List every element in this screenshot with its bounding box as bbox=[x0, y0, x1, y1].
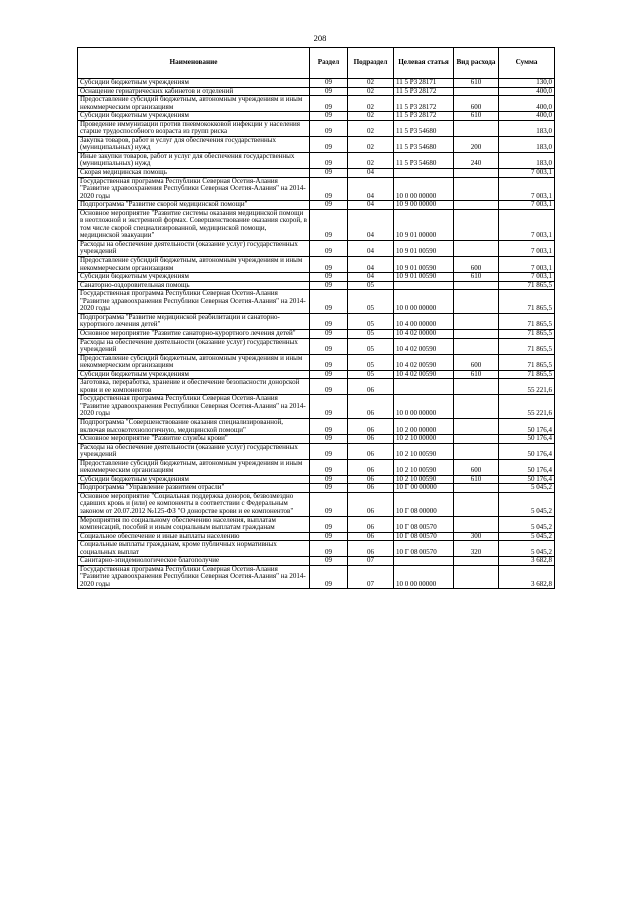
page-number: 208 bbox=[313, 33, 327, 43]
cell-vid bbox=[454, 120, 499, 136]
table-row bbox=[78, 379, 555, 395]
cell-summa: 7 003,1 bbox=[499, 169, 555, 178]
table-row bbox=[78, 532, 555, 541]
table-row bbox=[78, 395, 555, 419]
cell-statya: 10 9 01 00000 bbox=[394, 209, 454, 240]
cell-name: Социальное обеспечение и иные выплаты населению bbox=[78, 532, 310, 541]
cell-vid: 600 bbox=[454, 354, 499, 370]
cell-vid bbox=[454, 329, 499, 338]
cell-statya: 10 4 02 00000 bbox=[394, 329, 454, 338]
cell-statya: 11 5 Р3 54680 bbox=[394, 120, 454, 136]
cell-name: Подпрограмма "Развитие скорой медицинской помощи" bbox=[78, 201, 310, 210]
cell-summa: 71 865,5 bbox=[499, 313, 555, 329]
cell-podrazdel: 06 bbox=[348, 475, 394, 484]
cell-razdel: 09 bbox=[310, 112, 348, 121]
cell-name: Социальные выплаты гражданам, кроме публичных нормативных социальных выплат bbox=[78, 541, 310, 557]
cell-podrazdel: 04 bbox=[348, 240, 394, 256]
cell-name: Основное мероприятие "Развитие санаторно-курортного лечения детей" bbox=[78, 329, 310, 338]
cell-name: Расходы на обеспечение деятельности (оказание услуг) государственных учреждений bbox=[78, 338, 310, 354]
table-row bbox=[78, 475, 555, 484]
cell-razdel: 09 bbox=[310, 79, 348, 88]
cell-podrazdel: 06 bbox=[348, 541, 394, 557]
header-podrazdel: Подраздел bbox=[348, 48, 394, 79]
cell-podrazdel: 02 bbox=[348, 79, 394, 88]
cell-razdel: 09 bbox=[310, 120, 348, 136]
cell-vid bbox=[454, 484, 499, 493]
cell-summa: 71 865,5 bbox=[499, 354, 555, 370]
cell-name: Скорая медицинская помощь bbox=[78, 169, 310, 178]
cell-vid bbox=[454, 313, 499, 329]
cell-summa: 400,0 bbox=[499, 96, 555, 112]
table-row bbox=[78, 541, 555, 557]
cell-podrazdel: 02 bbox=[348, 87, 394, 96]
cell-name: Предоставление субсидий бюджетным, автономным учреждениям и иным некоммерческим организациям bbox=[78, 459, 310, 475]
cell-summa: 50 176,4 bbox=[499, 443, 555, 459]
cell-razdel: 09 bbox=[310, 435, 348, 444]
cell-vid: 320 bbox=[454, 541, 499, 557]
cell-summa: 183,0 bbox=[499, 152, 555, 168]
cell-razdel: 09 bbox=[310, 492, 348, 516]
cell-name: Закупка товаров, работ и услуг для обеспечения государственных (муниципальных) нужд bbox=[78, 136, 310, 152]
header-statya: Целевая статья bbox=[394, 48, 454, 79]
cell-vid bbox=[454, 492, 499, 516]
cell-statya: 11 5 Р3 28172 bbox=[394, 87, 454, 96]
table-row bbox=[78, 136, 555, 152]
cell-vid bbox=[454, 169, 499, 178]
cell-statya: 10 9 01 00590 bbox=[394, 240, 454, 256]
cell-name: Государственная программа Республики Северная Осетия-Алания "Развитие здравоохранения Республики Северная Осетия-Алания" на 2014-2020 годы bbox=[78, 395, 310, 419]
cell-name: Заготовка, переработка, хранение и обеспечение безопасности донорской крови и ее компонентов bbox=[78, 379, 310, 395]
cell-vid bbox=[454, 379, 499, 395]
cell-razdel: 09 bbox=[310, 379, 348, 395]
cell-name: Предоставление субсидий бюджетным, автономным учреждениям и иным некоммерческим организациям bbox=[78, 257, 310, 273]
cell-name: Расходы на обеспечение деятельности (оказание услуг) государственных учреждений bbox=[78, 240, 310, 256]
cell-name: Государственная программа Республики Северная Осетия-Алания "Развитие здравоохранения Республики Северная Осетия-Алания" на 2014-2020 годы bbox=[78, 290, 310, 314]
cell-razdel: 09 bbox=[310, 169, 348, 178]
cell-name: Мероприятия по социальному обеспечению населения, выплатам компенсаций, пособий и иным социальным выплатам гражданам bbox=[78, 516, 310, 532]
cell-podrazdel: 02 bbox=[348, 152, 394, 168]
table-row bbox=[78, 484, 555, 493]
cell-razdel: 09 bbox=[310, 87, 348, 96]
cell-vid: 240 bbox=[454, 152, 499, 168]
cell-podrazdel: 05 bbox=[348, 281, 394, 290]
cell-razdel: 09 bbox=[310, 354, 348, 370]
cell-name: Расходы на обеспечение деятельности (оказание услуг) государственных учреждений bbox=[78, 443, 310, 459]
cell-statya: 10 4 00 00000 bbox=[394, 313, 454, 329]
cell-vid bbox=[454, 418, 499, 434]
table-row bbox=[78, 177, 555, 201]
cell-podrazdel: 07 bbox=[348, 565, 394, 589]
cell-podrazdel: 06 bbox=[348, 492, 394, 516]
cell-vid bbox=[454, 87, 499, 96]
table-row bbox=[78, 281, 555, 290]
cell-razdel: 09 bbox=[310, 516, 348, 532]
cell-podrazdel: 06 bbox=[348, 484, 394, 493]
cell-name: Основное мероприятие "Социальная поддержка доноров, безвозмездно сдавших кровь и (или) ее компоненты в соответствии с Федеральным законом от 20.07.2012 №125-ФЗ "О донорстве крови и ее компонентов" bbox=[78, 492, 310, 516]
cell-podrazdel: 04 bbox=[348, 201, 394, 210]
cell-summa: 3 682,8 bbox=[499, 557, 555, 566]
table-row bbox=[78, 338, 555, 354]
cell-podrazdel: 06 bbox=[348, 395, 394, 419]
cell-name: Основное мероприятие "Развитие службы крови" bbox=[78, 435, 310, 444]
cell-name: Подпрограмма "Управление развитием отрасли" bbox=[78, 484, 310, 493]
header-summa: Сумма bbox=[499, 48, 555, 79]
cell-podrazdel: 05 bbox=[348, 313, 394, 329]
cell-razdel: 09 bbox=[310, 532, 348, 541]
cell-vid bbox=[454, 338, 499, 354]
cell-vid bbox=[454, 201, 499, 210]
cell-statya: 10 4 02 00590 bbox=[394, 354, 454, 370]
cell-name: Предоставление субсидий бюджетным, автономным учреждениям и иным некоммерческим организациям bbox=[78, 96, 310, 112]
cell-name: Оснащение гериатрических кабинетов и отделений bbox=[78, 87, 310, 96]
cell-podrazdel: 05 bbox=[348, 329, 394, 338]
table-row bbox=[78, 435, 555, 444]
cell-podrazdel: 04 bbox=[348, 177, 394, 201]
cell-statya: 10 0 00 00000 bbox=[394, 177, 454, 201]
table-row bbox=[78, 516, 555, 532]
cell-razdel: 09 bbox=[310, 152, 348, 168]
cell-vid bbox=[454, 557, 499, 566]
cell-razdel: 09 bbox=[310, 136, 348, 152]
table-row bbox=[78, 257, 555, 273]
cell-vid: 600 bbox=[454, 257, 499, 273]
cell-name: Субсидии бюджетным учреждениям bbox=[78, 475, 310, 484]
cell-statya: 11 5 Р3 54680 bbox=[394, 136, 454, 152]
cell-vid bbox=[454, 516, 499, 532]
table-row bbox=[78, 201, 555, 210]
cell-razdel: 09 bbox=[310, 96, 348, 112]
cell-vid bbox=[454, 240, 499, 256]
table-row bbox=[78, 565, 555, 589]
cell-name: Субсидии бюджетным учреждениям bbox=[78, 370, 310, 379]
cell-summa: 5 045,2 bbox=[499, 516, 555, 532]
cell-podrazdel: 06 bbox=[348, 459, 394, 475]
cell-summa: 5 045,2 bbox=[499, 541, 555, 557]
cell-vid: 610 bbox=[454, 370, 499, 379]
cell-razdel: 09 bbox=[310, 201, 348, 210]
cell-statya: 10 0 00 00000 bbox=[394, 565, 454, 589]
cell-statya: 11 5 Р3 54680 bbox=[394, 152, 454, 168]
cell-podrazdel: 06 bbox=[348, 418, 394, 434]
cell-razdel: 09 bbox=[310, 177, 348, 201]
cell-statya: 10 Г 08 00570 bbox=[394, 532, 454, 541]
cell-razdel: 09 bbox=[310, 418, 348, 434]
cell-podrazdel: 05 bbox=[348, 338, 394, 354]
cell-summa: 71 865,5 bbox=[499, 329, 555, 338]
cell-razdel: 09 bbox=[310, 338, 348, 354]
cell-summa: 5 045,2 bbox=[499, 484, 555, 493]
cell-statya bbox=[394, 379, 454, 395]
cell-name: Государственная программа Республики Северная Осетия-Алания "Развитие здравоохранения Республики Северная Осетия-Алания" на 2014-2020 годы bbox=[78, 565, 310, 589]
budget-table bbox=[77, 47, 555, 589]
cell-summa: 7 003,1 bbox=[499, 273, 555, 282]
cell-podrazdel: 04 bbox=[348, 209, 394, 240]
cell-podrazdel: 04 bbox=[348, 273, 394, 282]
cell-podrazdel: 07 bbox=[348, 557, 394, 566]
cell-razdel: 09 bbox=[310, 313, 348, 329]
table-row bbox=[78, 169, 555, 178]
table-row bbox=[78, 240, 555, 256]
cell-name: Проведение иммунизации против пневмококковой инфекции у населения старше трудоспособного возраста из групп риска bbox=[78, 120, 310, 136]
table-row bbox=[78, 152, 555, 168]
cell-statya: 10 4 02 00590 bbox=[394, 370, 454, 379]
cell-summa: 5 045,2 bbox=[499, 492, 555, 516]
table-row bbox=[78, 370, 555, 379]
cell-vid bbox=[454, 290, 499, 314]
cell-summa: 71 865,5 bbox=[499, 370, 555, 379]
cell-razdel: 09 bbox=[310, 541, 348, 557]
cell-name: Подпрограмма "Совершенствование оказания специализированной, включая высокотехнологичную, медицинской помощи" bbox=[78, 418, 310, 434]
cell-summa: 7 003,1 bbox=[499, 257, 555, 273]
cell-razdel: 09 bbox=[310, 557, 348, 566]
table-row bbox=[78, 492, 555, 516]
cell-summa: 7 003,1 bbox=[499, 209, 555, 240]
cell-name: Иные закупки товаров, работ и услуг для обеспечения государственных (муниципальных) нужд bbox=[78, 152, 310, 168]
cell-razdel: 09 bbox=[310, 459, 348, 475]
cell-statya: 10 0 00 00000 bbox=[394, 290, 454, 314]
header-razdel: Раздел bbox=[310, 48, 348, 79]
cell-razdel: 09 bbox=[310, 395, 348, 419]
cell-name: Субсидии бюджетным учреждениям bbox=[78, 112, 310, 121]
cell-summa: 71 865,5 bbox=[499, 338, 555, 354]
table-row bbox=[78, 273, 555, 282]
cell-razdel: 09 bbox=[310, 273, 348, 282]
cell-podrazdel: 06 bbox=[348, 516, 394, 532]
cell-vid: 600 bbox=[454, 96, 499, 112]
cell-vid bbox=[454, 177, 499, 201]
cell-statya: 10 Г 00 00000 bbox=[394, 484, 454, 493]
cell-summa: 71 865,5 bbox=[499, 290, 555, 314]
cell-name: Санитарно-эпидемиологическое благополучие bbox=[78, 557, 310, 566]
table-row bbox=[78, 557, 555, 566]
cell-statya: 10 2 10 00590 bbox=[394, 443, 454, 459]
cell-vid bbox=[454, 443, 499, 459]
cell-vid bbox=[454, 395, 499, 419]
table-row bbox=[78, 79, 555, 88]
cell-summa: 55 221,6 bbox=[499, 395, 555, 419]
cell-vid: 200 bbox=[454, 136, 499, 152]
cell-statya: 10 9 00 00000 bbox=[394, 201, 454, 210]
header-name: Наименование bbox=[78, 48, 310, 79]
cell-statya: 10 Г 08 00570 bbox=[394, 516, 454, 532]
cell-vid: 610 bbox=[454, 112, 499, 121]
cell-vid: 600 bbox=[454, 459, 499, 475]
table-row bbox=[78, 313, 555, 329]
table-row bbox=[78, 120, 555, 136]
cell-statya bbox=[394, 557, 454, 566]
table-row bbox=[78, 418, 555, 434]
cell-statya: 10 Г 08 00000 bbox=[394, 492, 454, 516]
cell-razdel: 09 bbox=[310, 370, 348, 379]
cell-statya: 10 2 00 00000 bbox=[394, 418, 454, 434]
cell-statya: 10 Г 08 00570 bbox=[394, 541, 454, 557]
cell-statya: 11 5 Р3 28172 bbox=[394, 96, 454, 112]
cell-razdel: 09 bbox=[310, 475, 348, 484]
table-row bbox=[78, 354, 555, 370]
cell-name: Субсидии бюджетным учреждениям bbox=[78, 273, 310, 282]
cell-razdel: 09 bbox=[310, 240, 348, 256]
cell-podrazdel: 02 bbox=[348, 136, 394, 152]
table-header-row bbox=[78, 48, 555, 79]
cell-statya: 10 2 10 00590 bbox=[394, 475, 454, 484]
cell-vid bbox=[454, 435, 499, 444]
cell-summa: 7 003,1 bbox=[499, 240, 555, 256]
cell-summa: 50 176,4 bbox=[499, 459, 555, 475]
cell-razdel: 09 bbox=[310, 484, 348, 493]
cell-name: Предоставление субсидий бюджетным, автономным учреждениям и иным некоммерческим организациям bbox=[78, 354, 310, 370]
cell-name: Подпрограмма "Развитие медицинской реабилитации и санаторно-курортного лечения детей" bbox=[78, 313, 310, 329]
cell-razdel: 09 bbox=[310, 281, 348, 290]
cell-podrazdel: 06 bbox=[348, 379, 394, 395]
cell-summa: 50 176,4 bbox=[499, 475, 555, 484]
table-row bbox=[78, 290, 555, 314]
cell-vid bbox=[454, 209, 499, 240]
cell-podrazdel: 06 bbox=[348, 532, 394, 541]
cell-vid bbox=[454, 281, 499, 290]
cell-summa: 50 176,4 bbox=[499, 435, 555, 444]
cell-name: Государственная программа Республики Северная Осетия-Алания "Развитие здравоохранения Республики Северная Осетия-Алания" на 2014-2020 годы bbox=[78, 177, 310, 201]
table-row bbox=[78, 459, 555, 475]
cell-statya: 10 0 00 00000 bbox=[394, 395, 454, 419]
cell-statya: 10 2 10 00590 bbox=[394, 459, 454, 475]
cell-vid bbox=[454, 565, 499, 589]
cell-summa: 400,0 bbox=[499, 112, 555, 121]
cell-vid: 300 bbox=[454, 532, 499, 541]
cell-summa: 7 003,1 bbox=[499, 201, 555, 210]
cell-podrazdel: 05 bbox=[348, 354, 394, 370]
cell-statya: 11 5 Р3 28171 bbox=[394, 79, 454, 88]
cell-razdel: 09 bbox=[310, 329, 348, 338]
cell-summa: 55 221,6 bbox=[499, 379, 555, 395]
cell-statya: 10 9 01 00590 bbox=[394, 273, 454, 282]
cell-podrazdel: 06 bbox=[348, 443, 394, 459]
cell-summa: 50 176,4 bbox=[499, 418, 555, 434]
cell-summa: 183,0 bbox=[499, 120, 555, 136]
cell-razdel: 09 bbox=[310, 209, 348, 240]
cell-podrazdel: 05 bbox=[348, 290, 394, 314]
cell-razdel: 09 bbox=[310, 257, 348, 273]
cell-summa: 183,0 bbox=[499, 136, 555, 152]
cell-statya: 10 2 10 00000 bbox=[394, 435, 454, 444]
cell-vid: 610 bbox=[454, 79, 499, 88]
cell-statya bbox=[394, 281, 454, 290]
cell-statya: 11 5 Р3 28172 bbox=[394, 112, 454, 121]
cell-summa: 400,0 bbox=[499, 87, 555, 96]
cell-summa: 5 045,2 bbox=[499, 532, 555, 541]
cell-statya: 10 9 01 00590 bbox=[394, 257, 454, 273]
cell-vid: 610 bbox=[454, 475, 499, 484]
cell-name: Основное мероприятие "Развитие системы оказания медицинской помощи в неотложной и экстренной формах. Совершенствование оказания скорой, в том числе скорой специализированной, медицинской помощи, медицинской эвакуации" bbox=[78, 209, 310, 240]
table-row bbox=[78, 329, 555, 338]
table-row bbox=[78, 87, 555, 96]
cell-podrazdel: 04 bbox=[348, 257, 394, 273]
cell-statya: 10 4 02 00590 bbox=[394, 338, 454, 354]
table-row bbox=[78, 209, 555, 240]
cell-razdel: 09 bbox=[310, 565, 348, 589]
cell-summa: 3 682,8 bbox=[499, 565, 555, 589]
cell-summa: 71 865,5 bbox=[499, 281, 555, 290]
cell-podrazdel: 02 bbox=[348, 120, 394, 136]
table-row bbox=[78, 96, 555, 112]
cell-summa: 7 003,1 bbox=[499, 177, 555, 201]
cell-podrazdel: 02 bbox=[348, 96, 394, 112]
cell-statya bbox=[394, 169, 454, 178]
cell-podrazdel: 05 bbox=[348, 370, 394, 379]
table-row bbox=[78, 112, 555, 121]
cell-podrazdel: 02 bbox=[348, 112, 394, 121]
header-vid: Вид расхода bbox=[454, 48, 499, 79]
table-row bbox=[78, 443, 555, 459]
cell-razdel: 09 bbox=[310, 290, 348, 314]
cell-summa: 130,0 bbox=[499, 79, 555, 88]
cell-podrazdel: 04 bbox=[348, 169, 394, 178]
cell-podrazdel: 06 bbox=[348, 435, 394, 444]
cell-name: Субсидии бюджетным учреждениям bbox=[78, 79, 310, 88]
cell-vid: 610 bbox=[454, 273, 499, 282]
cell-name: Санаторно-оздоровительная помощь bbox=[78, 281, 310, 290]
cell-razdel: 09 bbox=[310, 443, 348, 459]
